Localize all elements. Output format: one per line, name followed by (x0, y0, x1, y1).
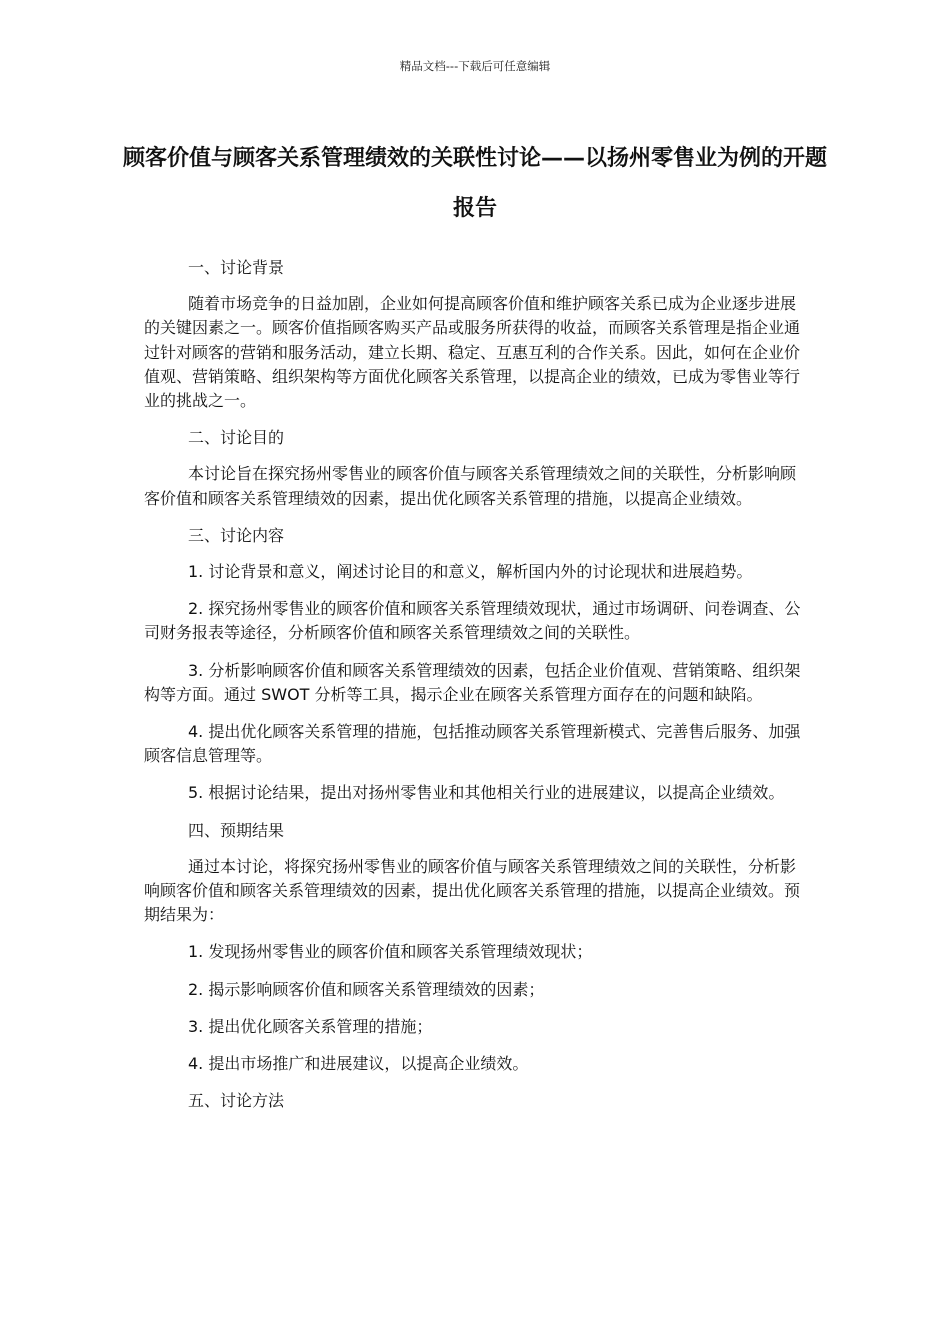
result-item-3: 3. 提出优化顾客关系管理的措施； (188, 1016, 433, 1036)
page-header: 精品文档---下载后可任意编辑 (399, 59, 551, 73)
paragraph-purpose: 本讨论旨在探究扬州零售业的顾客价值与顾客关系管理绩效之间的关联性，分析影响顾客价值和顾客关系管理绩效的因素，提出优化顾客关系管理的措施，以提高企业绩效。 (144, 464, 797, 508)
section-heading-content: 三、讨论内容 (188, 525, 285, 545)
content-item-5: 5. 根据讨论结果，提出对扬州零售业和其他相关行业的进展建议，以提高企业绩效。 (188, 783, 785, 803)
section-heading-background: 一、讨论背景 (188, 258, 285, 277)
paragraph-background: 随着市场竞争的日益加剧，企业如何提高顾客价值和维护顾客关系已成为企业逐步进展的关键因素之一。顾客价值指顾客购买产品或服务所获得的收益，而顾客关系管理是指企业通过针对顾客的营销和服务活动，建立长期、稳定、互惠互利的合作关系。因此，如何在企业价值观、营销策略、组织架构等方面优化顾客关系管理，以提高企业的绩效，已成为零售业等行业的挑战之一。 (144, 294, 801, 411)
result-item-1: 1. 发现扬州零售业的顾客价值和顾客关系管理绩效现状； (188, 942, 593, 962)
document-body (144, 256, 806, 1125)
section-heading-purpose: 二、讨论目的 (188, 428, 285, 448)
content-item-2: 2. 探究扬州零售业的顾客价值和顾客关系管理绩效现状，通过市场调研、问卷调查、公司财务报表等途径，分析顾客价值和顾客关系管理绩效之间的关联性。 (144, 599, 801, 643)
content-item-3: 3. 分析影响顾客价值和顾客关系管理绩效的因素，包括企业价值观、营销策略、组织架构等方面。通过 SWOT 分析等工具，揭示企业在顾客关系管理方面存在的问题和缺陷。 (144, 660, 801, 704)
result-item-4: 4. 提出市场推广和进展建议，以提高企业绩效。 (188, 1054, 529, 1074)
document-title: 顾客价值与顾客关系管理绩效的关联性讨论——以扬州零售业为例的开题报告 (122, 146, 827, 221)
content-item-1: 1. 讨论背景和意义，阐述讨论目的和意义，解析国内外的讨论现状和进展趋势。 (188, 562, 753, 582)
paragraph-expected-results: 通过本讨论，将探究扬州零售业的顾客价值与顾客关系管理绩效之间的关联性，分析影响顾客价值和顾客关系管理绩效的因素，提出优化顾客关系管理的措施，以提高企业绩效。预期结果为： (144, 856, 801, 925)
content-item-4: 4. 提出优化顾客关系管理的措施，包括推动顾客关系管理新模式、完善售后服务、加强顾客信息管理等。 (144, 722, 801, 766)
section-heading-expected-results: 四、预期结果 (188, 820, 285, 840)
section-heading-method: 五、讨论方法 (188, 1091, 285, 1111)
result-item-2: 2. 揭示影响顾客价值和顾客关系管理绩效的因素； (188, 979, 545, 999)
